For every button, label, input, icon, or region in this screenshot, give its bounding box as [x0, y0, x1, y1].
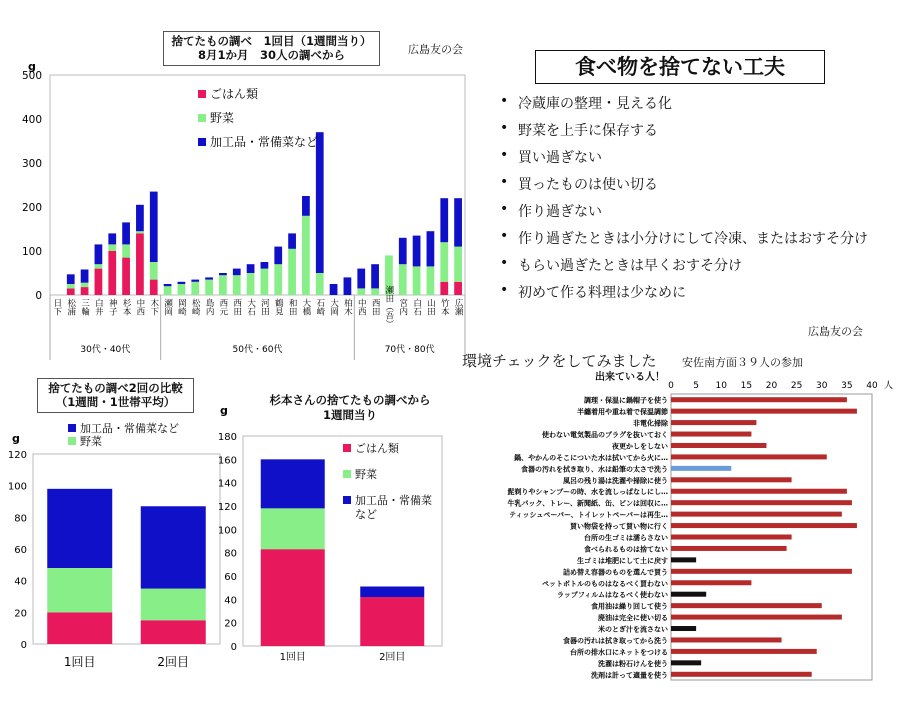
category-label: 使わない電気製品のプラグを抜いておく — [542, 431, 668, 440]
legend-label: 加工品・常備菜 — [355, 494, 432, 507]
bar-segment — [67, 274, 75, 284]
bar-segment — [95, 269, 103, 295]
bar-segment — [247, 264, 255, 273]
bar-segment — [47, 568, 112, 612]
category-label: ティッシュペーパー、トイレットペーパーは再生… — [509, 511, 668, 520]
legend-swatch — [343, 444, 351, 452]
category-label: 中西 — [356, 298, 367, 316]
x-tick-label: 10 — [715, 381, 727, 391]
category-label: 山田 — [425, 298, 436, 316]
y-tick-label: 120 — [217, 502, 237, 513]
category-label: 2回目 — [379, 652, 406, 663]
category-label: 食器の汚れは拭き取ってから洗う — [563, 636, 668, 645]
survey2-subtitle: （1週間・1世帯平均） — [55, 395, 176, 410]
category-label: 非電化掃除 — [633, 419, 668, 428]
bar — [671, 477, 792, 482]
tip-item: • 作り過ぎたときは小分けにして冷凍、またはおすそ分け — [500, 228, 868, 255]
tips-list — [500, 93, 868, 309]
y-tick-label: 20 — [14, 608, 27, 620]
legend-swatch — [198, 138, 206, 146]
legend-label: 野菜 — [210, 111, 235, 125]
y-tick-label: 300 — [21, 158, 42, 170]
bar — [671, 546, 787, 551]
category-label: 食用油は繰り回して使う — [591, 602, 668, 611]
bar-segment — [440, 282, 448, 295]
bar-segment — [150, 262, 158, 280]
category-label: 瀬岡 — [162, 298, 173, 316]
category-label: 宮内 — [397, 298, 408, 316]
bar — [671, 592, 706, 597]
category-label: 島内 — [204, 298, 215, 316]
bar-segment — [178, 284, 186, 295]
bar-segment — [136, 205, 144, 231]
bar — [671, 535, 792, 540]
tip-item: • もらい過ぎたときは早くおすそ分け — [500, 255, 868, 282]
legend-swatch — [198, 114, 206, 122]
category-label: 松崎 — [190, 298, 201, 316]
bar-segment — [205, 280, 213, 295]
bar-segment — [316, 273, 324, 295]
bar — [671, 649, 817, 654]
category-label: 白井 — [93, 298, 104, 316]
legend-label: 加工品・常備菜など — [210, 135, 319, 149]
bar-segment — [413, 266, 421, 295]
sugimoto-subtitle: 1週間当り — [322, 407, 377, 422]
y-tick-label: 0 — [20, 640, 27, 651]
bar-segment — [261, 269, 269, 295]
category-label: 台所の排水口にネットをつける — [570, 648, 668, 657]
legend-swatch — [343, 470, 351, 478]
x-tick-label: 30 — [816, 381, 828, 391]
bar-segment — [150, 192, 158, 262]
category-label: 廃油は完全に使い切る — [598, 614, 668, 623]
category-label: 大岡 — [328, 298, 339, 316]
sugimoto-chart — [215, 400, 450, 706]
bar — [671, 615, 842, 620]
bar — [671, 523, 857, 528]
bar — [671, 603, 822, 608]
legend-swatch — [343, 496, 351, 504]
bar-segment — [440, 198, 448, 242]
survey1-subtitle: 8月1か月 30人の調べから — [197, 48, 345, 63]
legend-swatch — [68, 424, 76, 432]
category-label: 食べられるものは捨てない — [584, 545, 668, 554]
bar — [671, 420, 756, 425]
category-label: 杉本 — [121, 298, 132, 316]
y-tick-label: 0 — [35, 290, 42, 302]
bar-segment — [233, 275, 241, 295]
bar-segment — [274, 247, 282, 265]
bar-segment — [261, 262, 269, 269]
category-label: 大石 — [245, 298, 256, 316]
x-tick-label: 40 — [866, 381, 878, 391]
category-label: 神子 — [107, 298, 118, 316]
bar-segment — [357, 269, 365, 289]
bar-segment — [205, 277, 213, 279]
bar-segment — [261, 549, 325, 646]
category-label: 買い物袋を持って買い物に行く — [570, 522, 668, 531]
env-title: 環境チェックをしてみました — [462, 352, 657, 370]
bar-segment — [454, 247, 462, 282]
bar-segment — [288, 233, 296, 248]
y-tick-label: 40 — [14, 576, 27, 588]
bar-segment — [413, 236, 421, 267]
y-tick-label: 120 — [7, 450, 27, 461]
bar-segment — [95, 264, 103, 268]
bar-segment — [150, 280, 158, 295]
bar-segment — [136, 233, 144, 295]
category-label: 台所の生ゴミは濡らさない — [584, 534, 668, 542]
group-label: 70代・80代 — [384, 345, 435, 355]
category-label: 鶴見 — [273, 298, 284, 316]
y-tick-label: 80 — [14, 513, 27, 525]
x-tick-label: 35 — [841, 381, 853, 391]
legend-label: 加工品・常備菜など — [80, 422, 179, 435]
category-label: 松浦 — [65, 298, 76, 316]
group-label: 50代・60代 — [232, 345, 283, 355]
env-subtitle: 安佐南方面３９人の参加 — [682, 356, 803, 369]
category-label: ペットボトルのものはなるべく買わない — [542, 579, 668, 588]
bar-segment — [136, 231, 144, 233]
y-tick-label: 100 — [7, 481, 27, 493]
bar-segment — [122, 244, 130, 257]
tip-item: • 買い過ぎない — [500, 147, 868, 174]
survey1-title: 捨てたもの調べ 1回目（1週間当り） — [171, 34, 372, 48]
bar-segment — [141, 620, 206, 644]
x-tick-label: 0 — [668, 381, 674, 391]
bar-segment — [141, 589, 206, 621]
bar-segment — [454, 198, 462, 246]
y-tick-label: 100 — [21, 246, 42, 258]
bar — [671, 409, 857, 414]
tip-item: • 冷蔵庫の整理・見える化 — [500, 93, 868, 120]
category-label: 髭剃りやシャンプーの時、水を流しっぱなしにし… — [507, 488, 668, 497]
legend-label: ごはん類 — [355, 442, 399, 455]
category-label: 牛乳パック、トレー、新聞紙、缶、ビンは回収に… — [507, 499, 668, 508]
bar-segment — [288, 249, 296, 295]
legend-label: ごはん類 — [210, 87, 259, 101]
env-note: 出来ている人！ — [595, 372, 665, 383]
bar — [671, 432, 751, 437]
bar — [671, 569, 852, 574]
tip-item: • 初めて作る料理は少なめに — [500, 282, 868, 309]
category-label: 柏木 — [342, 298, 353, 316]
bar-segment — [357, 288, 365, 295]
y-tick-label: 20 — [224, 618, 237, 630]
category-label: 日下 — [51, 298, 62, 316]
y-tick-label: 0 — [230, 642, 237, 653]
tip-item: • 野菜を上手に保存する — [500, 120, 868, 147]
bar-segment — [261, 459, 325, 508]
y-tick-label: 60 — [14, 545, 27, 556]
category-label: 詰め替え容器のものを選んで買う — [563, 568, 668, 577]
bar-segment — [164, 284, 172, 286]
bar-segment — [302, 196, 310, 216]
y-tick-label: 80 — [224, 548, 237, 560]
bar-segment — [399, 264, 407, 295]
bar — [671, 626, 696, 631]
category-label: 1回目 — [279, 652, 306, 663]
bar-segment — [360, 597, 424, 646]
bar-segment — [95, 244, 103, 264]
bar — [671, 443, 766, 448]
x-tick-label: 25 — [790, 381, 803, 391]
bar-segment — [274, 264, 282, 295]
bar — [671, 500, 852, 505]
category-label: 風呂の残り湯は洗濯や掃除に使う — [563, 476, 668, 485]
group-label: 30代・40代 — [80, 345, 131, 355]
category-label: 1回目 — [63, 655, 96, 669]
y-tick-label: 400 — [21, 114, 42, 126]
bar-segment — [191, 280, 199, 282]
bar-segment — [371, 288, 379, 295]
bar-segment — [399, 238, 407, 264]
x-tick-label: 15 — [740, 381, 753, 391]
bar — [671, 580, 751, 585]
category-label: 中西 — [134, 298, 145, 316]
category-label: 広瀬 — [453, 298, 464, 316]
bar — [671, 660, 701, 665]
survey2-chart — [0, 420, 225, 706]
category-label: 三輪 — [79, 298, 90, 316]
bar-segment — [164, 286, 172, 295]
y-unit: g — [220, 404, 228, 417]
category-label: 夜更かしをしない — [612, 442, 668, 451]
sugimoto-title: 杉本さんの捨てたもの調べから — [269, 393, 431, 407]
bar — [671, 672, 812, 677]
bar-segment — [344, 277, 352, 295]
bar — [671, 466, 731, 471]
bar — [671, 397, 847, 402]
bar-segment — [427, 266, 435, 295]
survey2-title: 捨てたもの調べ2回の比較 — [48, 381, 183, 395]
category-label: 岡崎 — [176, 298, 187, 316]
bar — [671, 637, 782, 642]
bar-segment — [191, 282, 199, 295]
bar-segment — [108, 251, 116, 295]
category-label: 竹本 — [439, 298, 450, 316]
bar-segment — [122, 258, 130, 295]
bar-segment — [440, 242, 448, 282]
legend-swatch — [198, 90, 206, 98]
category-label: 生ゴミは堆肥にして土に戻す — [577, 556, 668, 565]
category-label: 米のとぎ汁を流さない — [598, 625, 668, 634]
y-tick-label: 180 — [217, 432, 237, 443]
bar-segment — [233, 269, 241, 276]
bar-segment — [108, 233, 116, 244]
category-label: 半纏着用や重ね着で保温調節 — [577, 408, 668, 417]
bar-segment — [316, 132, 324, 273]
category-label: 河田 — [259, 298, 270, 316]
bar-segment — [67, 288, 75, 295]
category-label: 和田 — [287, 298, 298, 316]
category-label: 洗濯は粉石けんを使う — [598, 659, 668, 668]
y-tick-label: 60 — [224, 572, 237, 583]
y-tick-label: 500 — [21, 70, 42, 82]
bar — [671, 489, 847, 494]
y-tick-label: 100 — [217, 525, 237, 537]
credit-top: 広島友の会 — [408, 43, 463, 56]
category-label: 鍋、やかんのそこについた水は拭いてから火に… — [514, 453, 668, 462]
category-label: 石崎 — [314, 298, 325, 316]
bar-segment — [47, 612, 112, 644]
y-tick-label: 40 — [224, 595, 237, 607]
bar-segment — [219, 273, 227, 275]
bar-segment — [47, 489, 112, 568]
bar-segment — [247, 273, 255, 295]
credit-mid: 広島友の会 — [808, 325, 863, 338]
tip-item: • 作り過ぎない — [500, 201, 868, 228]
bar-segment — [371, 264, 379, 288]
category-label: 西田 — [231, 298, 242, 316]
bar-segment — [427, 231, 435, 266]
bar-segment — [219, 275, 227, 295]
bar-segment — [360, 587, 424, 598]
x-tick-label: 5 — [693, 381, 699, 391]
category-label: 木下 — [148, 298, 159, 316]
legend-label: 野菜 — [80, 435, 102, 448]
y-tick-label: 140 — [217, 478, 237, 490]
bar — [671, 454, 827, 459]
category-label: 調理・保温に鍋帽子を使う — [584, 396, 668, 405]
bar-segment — [122, 222, 130, 244]
tips-title-box — [535, 50, 825, 84]
y-unit: g — [12, 432, 20, 445]
bar-segment — [330, 284, 338, 295]
env-chart — [460, 376, 900, 682]
category-label: 白石 — [411, 298, 422, 316]
bar-segment — [302, 216, 310, 295]
y-tick-label: 200 — [21, 202, 42, 214]
legend-label: など — [355, 508, 377, 521]
y-unit: g — [28, 60, 36, 73]
bar-segment — [108, 244, 116, 251]
bar-segment — [261, 508, 325, 549]
survey1-chart — [0, 60, 470, 360]
bar-segment — [81, 269, 89, 282]
category-label: 2回目 — [157, 655, 190, 669]
y-tick-label: 160 — [217, 455, 237, 467]
category-label: 食器の汚れを拭き取り、水は鉛筆の太さで洗う — [521, 465, 668, 474]
legend-label: 野菜 — [355, 468, 377, 481]
bar-segment — [454, 282, 462, 295]
category-label: ラップフィルムはなるべく使わない — [556, 591, 668, 600]
category-label: 西元 — [217, 298, 228, 316]
bar-segment — [67, 284, 75, 288]
category-label: 洗剤は計って適量を使う — [591, 671, 668, 680]
bar-segment — [178, 282, 186, 284]
bar-segment — [81, 287, 89, 295]
x-unit: 人 — [884, 381, 894, 391]
x-tick-label: 20 — [765, 381, 778, 391]
survey2-title-box — [37, 378, 194, 413]
legend-swatch — [68, 437, 76, 445]
tips-title: 食べ物を捨てない工夫 — [575, 55, 785, 79]
category-label: 大橋 — [300, 298, 311, 316]
category-label: 西田 — [370, 298, 381, 316]
bar-segment — [141, 506, 206, 588]
category-label: 瀬田（吾） — [383, 285, 394, 329]
bar-segment — [81, 283, 89, 287]
bar — [671, 512, 842, 517]
bar — [671, 557, 696, 562]
tip-item: • 買ったものは使い切る — [500, 174, 868, 201]
